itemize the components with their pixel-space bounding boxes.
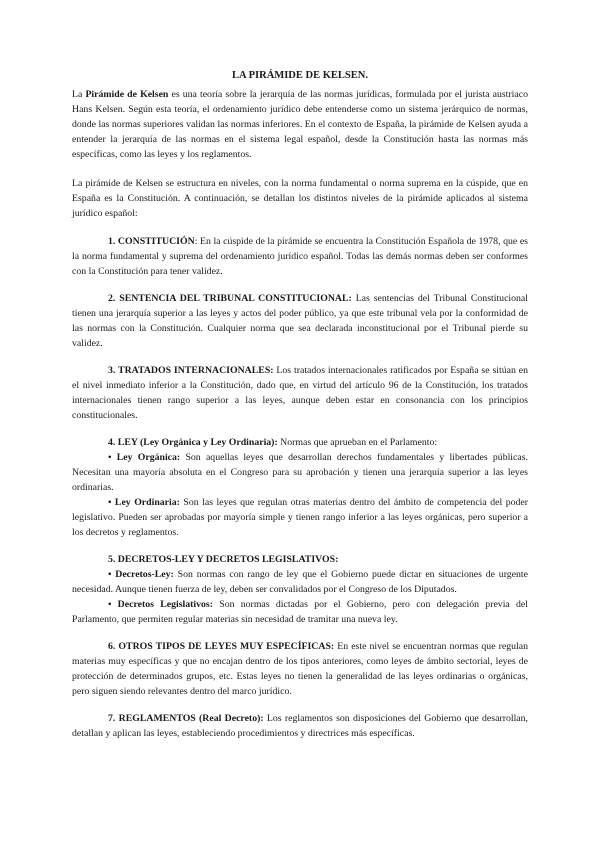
section-constitucion [72, 234, 528, 279]
bullet-text: Son normas dictadas por el Gobierno, pero con delegación previa del Parlamento, que permiten regular materias sin necesidad de tramitar una nueva ley. [72, 599, 528, 625]
section-text: Las sentencias del Tribunal Constitucional tienen una jerarquía superior a las leyes y actos del poder público, ya que este tribunal vela por la conformidad de las normas con la Constitución. Cualquier norma que sea declarada inconstitucional por el Tribunal pierde su validez. [72, 293, 529, 349]
intro-text-rest: es una teoría sobre la jerarquía de las normas jurídicas, formulada por el jurista austriaco Hans Kelsen. Según esta teoría, el ordenamiento jurídico debe entenderse como un sistema jerárquico de normas, donde las normas superiores validan las normas inferiores. En el contexto de España, la pirámide de Kelsen ayuda a entender la jerarquía de las normas en el sistema legal español, desde la Constitución hasta las normas más específicas, como las leyes y los reglamentos. [72, 89, 528, 160]
section-otras-leyes [72, 639, 528, 699]
section-ley [72, 435, 528, 540]
section-heading: 2. SENTENCIA DEL TRIBUNAL CONSTITUCIONAL: [108, 293, 352, 304]
section-heading: 5. DECRETOS-LEY Y DECRETOS LEGISLATIVOS: [108, 554, 339, 565]
bullet-text: Son las leyes que regulan otras materias dentro del ámbito de competencia del poder legislativo. Pueden ser aprobadas por mayoría simple y tienen rango inferior a las leyes orgánicas, pero superior a los decretos y reglamentos. [72, 497, 529, 538]
section-decretos [72, 552, 528, 627]
section-tratados [72, 363, 528, 423]
intro-bold-term: Pirámide de Kelsen [85, 89, 169, 100]
bullet-text: Son aquellas leyes que desarrollan derechos fundamentales y libertades públicas. Necesitan una mayoría absoluta en el Congreso para su aprobación y tienen una jerarquía superior a las leyes ordinarias. [72, 452, 528, 493]
section-text: Los tratados internacionales ratificados por España se sitúan en el nivel inmediato inferior a la Constitución, dado que, en virtud del artículo 96 de la Constitución, los tratados internacionales tienen rango superior a las leyes, aunque deben estar en consonancia con los principios constitucionales. [72, 365, 528, 421]
structure-paragraph: La pirámide de Kelsen se estructura en niveles, con la norma fundamental o norma suprema en la cúspide, que en España es la Constitución. A continuación, se detallan los distintos niveles de la pirámide aplicados al sistema jurídico español: [72, 178, 528, 219]
section-ley-intro [72, 435, 528, 450]
bullet-label: • Ley Ordinaria: [108, 497, 180, 508]
document-title: LA PIRÁMIDE DE KELSEN. [232, 70, 368, 81]
bullet-ley-ordinaria [72, 495, 528, 540]
bullet-text: Son normas con rango de ley que el Gobierno puede dictar en situaciones de urgente necesidad. Aunque tienen fuerza de ley, deben ser convalidados por el Congreso de los Diputados. [72, 569, 529, 595]
section-reglamentos [72, 711, 528, 741]
bullet-label: • Ley Orgánica: [108, 452, 181, 463]
bullet-decretos-legislativos [72, 597, 528, 627]
section-heading: 6. OTROS TIPOS DE LEYES MUY ESPECÍFICAS: [108, 641, 335, 652]
bullet-decretos-ley [72, 567, 528, 597]
section-heading: 1. CONSTITUCIÓN [108, 236, 195, 247]
document-page [72, 68, 528, 753]
bullet-ley-organica [72, 450, 528, 495]
bullet-label: • Decretos-Ley: [108, 569, 174, 580]
intro-paragraph [72, 87, 528, 162]
section-heading: 4. LEY (Ley Orgánica y Ley Ordinaria): [108, 437, 278, 448]
section-heading: 3. TRATADOS INTERNACIONALES: [108, 365, 274, 376]
section-heading: 7. REGLAMENTOS (Real Decreto): [108, 713, 264, 724]
section-sentencia-tc [72, 291, 528, 351]
intro-text-start: La [72, 89, 86, 100]
section-text: En este nivel se encuentran normas que regulan materias muy específicas y que no encajan dentro de los tipos anteriores, como leyes de ámbito sectorial, leyes de protección de determinados grupos, etc. Estas leyes no tienen la generalidad de las leyes ordinarias o orgánicas, pero siguen siendo relevantes dentro del marco jurídico. [72, 641, 528, 697]
section-text: Los reglamentos son disposiciones del Gobierno que desarrollan, detallan y aplican las leyes, estableciendo procedimientos y directrices más específicas. [72, 713, 528, 739]
section-text: Normas que aprueban en el Parlamento: [277, 437, 438, 448]
bullet-label: • Decretos Legislativos: [108, 599, 213, 610]
section-text: : En la cúspide de la pirámide se encuentra la Constitución Española de 1978, que es la norma fundamental y suprema del ordenamiento jurídico español. Todas las demás normas deben ser conformes con la Constitución para tener validez. [72, 236, 528, 277]
